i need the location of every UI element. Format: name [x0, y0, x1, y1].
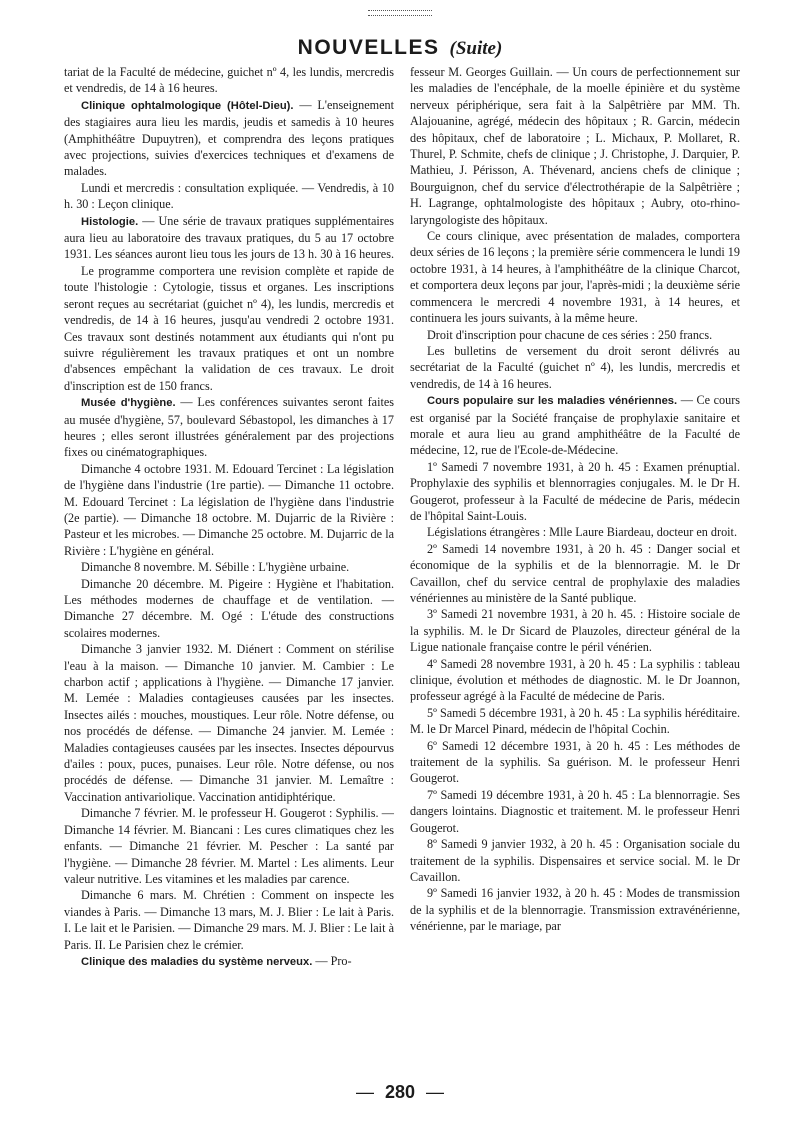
paragraph [410, 524, 740, 540]
paragraph-text: Droit d'inscription pour chacune de ces séries : 250 francs. [427, 327, 713, 342]
paragraph-text: 2º Samedi 14 novembre 1931, à 20 h. 45 : Danger social et économique de la syphilis et de la blennorragie. M. le Dr Cavaillon, chef du service central de prophylaxie des maladies vénériennes au ministère de la Santé publique. [410, 541, 740, 605]
paragraph-text: Dimanche 6 mars. M. Chrétien : Comment on inspecte les viandes à Paris. — Dimanche 13 mars, M. J. Blier : Le lait à Paris. I. Le lait et le Parisien. — Dimanche 29 mars. M. J. Blier : Le lait à Paris. II. Le Parisien chez le crémier. [64, 888, 394, 952]
paragraph-text: — L'enseignement des stagiaires aura lieu les mardis, jeudis et samedis à 10 heures (Amphithéâtre Dupuytren), et comprendra des leçons pratiques avec projections, suivies d'exercices techniques et d'examens de malades. [64, 97, 394, 179]
paragraph-text: Les bulletins de versement du droit seront délivrés au secrétariat de la Faculté (guichet nº 4), les lundis, mercredis et vendredis, de 14 à 16 heures. [410, 343, 740, 391]
section-heading: Musée d'hygiène. [81, 397, 176, 410]
paragraph-text: 6º Samedi 12 décembre 1931, à 20 h. 45 : Les méthodes de traitement de la syphilis. Sa guérison. M. le professeur Henri Gougerot. [410, 738, 740, 786]
paragraph [64, 576, 394, 642]
right-column [410, 64, 740, 935]
footer-dash-left: — [355, 1082, 374, 1102]
section-heading: Clinique ophtalmologique (Hôtel-Dieu). [81, 99, 294, 112]
paragraph [410, 327, 740, 343]
paragraph [410, 656, 740, 705]
section-heading: Histologie. [81, 215, 139, 228]
paragraph-text: 4º Samedi 28 novembre 1931, à 20 h. 45 : La syphilis : tableau clinique, évolution et méthodes de diagnostic. M. le Dr Joannon, professeur agrégé à la Faculté de médecine de Paris. [410, 656, 740, 704]
paragraph [64, 394, 394, 461]
paragraph [64, 953, 394, 970]
paragraph-text: Dimanche 8 novembre. M. Sébille : L'hygiène urbaine. [81, 560, 350, 575]
header-ornament [368, 10, 432, 16]
paragraph [410, 228, 740, 326]
paragraph [410, 836, 740, 885]
paragraph-text: Dimanche 3 janvier 1932. M. Diénert : Comment on stérilise l'eau à la maison. — Dimanche 10 janvier. M. Cambier : Le charbon actif ; applications à l'hygiène. — Dimanche 17 janvier. M. Lemée : Maladies contagieuses causées par les insectes. Insectes ailés : mouches, moustiques. Leur rôle. Notre défense, ou nos procédés de défense. — Dimanche 24 janvier. M. Lemée : Maladies contagieuses causées par les insectes. Insectes dépourvus d'ailes : poux, puces, punaises. Leur rôle. Notre défense, ou nos procédés de défense. — Dimanche 31 janvier. M. Lemaître : Vaccination antivariolique. Vaccination antidiphtérique. [64, 642, 394, 804]
paragraph [410, 64, 740, 228]
paragraph [410, 343, 740, 392]
paragraph [410, 541, 740, 607]
paragraph [64, 805, 394, 887]
page-header [0, 36, 800, 60]
paragraph-text: — Une série de travaux pratiques supplémentaires aura lieu au laboratoire des travaux pratiques, du 5 au 17 octobre 1931. Les séances auront lieu tous les jours de 13 h. 30 à 16 heures. [64, 213, 395, 262]
paragraph-text: — Pro- [312, 953, 352, 968]
paragraph-text: 9º Samedi 16 janvier 1932, à 20 h. 45 : Modes de transmission de la syphilis et de la blennorragie. Transmission extravénérienne, vénérienne, par le mariage, par [410, 886, 740, 934]
paragraph-text: Ce cours clinique, avec présentation de malades, comportera deux séries de 16 leçons ; la première série commencera le lundi 19 octobre 1931, à 14 heures, à l'amphithéâtre de la clinique Charcot, et comportera deux leçons par jour, l'après-midi ; la deuxième série commencera le mercredi 4 novembre 1931, à 14 heures, et continuera les jours suivants, à la même heure. [410, 229, 740, 326]
section-heading: Clinique des maladies du système nerveux. [81, 955, 313, 968]
page-number: 280 [384, 1082, 416, 1102]
paragraph-text: Le programme comportera une revision complète et rapide de toute l'histologie : Cytologie, tissus et organes. Les inscriptions seront reçues au secrétariat (guichet nº 4), les lundis, mercredis et vendredis, de 14 à 16 heures, jusqu'au vendredi 2 octobre 1931. Ces travaux sont destinés notamment aux étudiants qui n'ont pu suivre régulièrement les travaux pratiques et ont un nombre d'absences empêchant la validation de ces travaux. Le droit d'inscription est de 150 francs. [64, 263, 394, 393]
footer-dash-right: — [426, 1082, 445, 1102]
paragraph [64, 263, 394, 394]
header-title: NOUVELLES [297, 36, 440, 59]
paragraph [410, 459, 740, 525]
paragraph-text: — Les conférences suivantes seront faites au musée d'hygiène, 57, boulevard Sébastopol, les dimanches à 17 heures ; elles seront illustrées généralement par des projections fixes ou cinématographiques. [64, 395, 394, 460]
paragraph [64, 213, 394, 263]
paragraph-text: Dimanche 20 décembre. M. Pigeire : Hygiène et l'habitation. Les méthodes modernes de chauffage et de ventilation. — Dimanche 27 décembre. M. Ogé : L'étude des constructions scolaires modernes. [64, 576, 394, 640]
paragraph-text: tariat de la Faculté de médecine, guichet nº 4, les lundis, mercredis et vendredis, de 14 à 16 heures. [64, 65, 394, 96]
paragraph-text: 8º Samedi 9 janvier 1932, à 20 h. 45 : Organisation sociale du traitement de la syphilis. Dispensaires et service social. M. le Dr Cavaillon. [410, 837, 740, 884]
left-column [64, 64, 394, 970]
paragraph [410, 885, 740, 934]
paragraph [64, 887, 394, 953]
paragraph [64, 641, 394, 805]
paragraph-text: Législations étrangères : Mlle Laure Biardeau, docteur en droit. [427, 525, 737, 540]
paragraph-text: — Ce cours est organisé par la Société française de prophylaxie sanitaire et morale et aura lieu au grand amphithéâtre de la Faculté de médecine, 12, rue de l'Ecole-de-Médecine. [410, 393, 741, 458]
paragraph [64, 97, 394, 180]
section-heading: Cours populaire sur les maladies vénériennes. [427, 395, 678, 408]
page-footer [0, 1082, 800, 1103]
paragraph-text: Dimanche 4 octobre 1931. M. Edouard Tercinet : La législation de l'hygiène dans l'industrie (1re partie). — Dimanche 11 octobre. M. Edouard Tercinet : La législation de l'hygiène dans l'industrie (2e partie). — Dimanche 18 octobre. M. Dujarric de la Rivière : Pasteur et les microbes. — Dimanche 25 octobre. M. Dujarric de la Rivière : L'hygiène en général. [64, 461, 394, 558]
paragraph [410, 738, 740, 787]
paragraph-text: Dimanche 7 février. M. le professeur H. Gougerot : Syphilis. — Dimanche 14 février. M. Biancani : Les cures climatiques chez les enfants. — Dimanche 21 février. M. Pescher : La santé par l'hygiène. — Dimanche 28 février. M. Martel : Les aliments. Leur valeur nutritive. Les vitamines et les maladies par carence. [64, 806, 394, 886]
paragraph [64, 180, 394, 213]
header-subtitle: (Suite) [449, 38, 503, 59]
paragraph-text: 7º Samedi 19 décembre 1931, à 20 h. 45 : La blennorragie. Ses dangers lointains. Diagnostic et traitement. M. le professeur Henri Gougerot. [410, 787, 740, 835]
paragraph-text: 5º Samedi 5 décembre 1931, à 20 h. 45 : La syphilis héréditaire. M. le Dr Marcel Pinard, médecin de l'hôpital Cochin. [410, 705, 740, 737]
paragraph [64, 64, 394, 97]
paragraph [64, 461, 394, 559]
paragraph-text: 3º Samedi 21 novembre 1931, à 20 h. 45. : Histoire sociale de la syphilis. M. le Dr Sicard de Plauzoles, directeur général de la Ligue nationale française contre le péril vénérien. [410, 607, 740, 655]
paragraph [410, 606, 740, 655]
paragraph-text: Lundi et mercredis : consultation expliquée. — Vendredis, à 10 h. 30 : Leçon clinique. [64, 180, 394, 212]
paragraph [410, 392, 740, 459]
paragraph [410, 705, 740, 738]
paragraph-text: fesseur M. Georges Guillain. — Un cours de perfectionnement sur les maladies de l'encéphale, de la moelle épinière et du système nerveux périphérique, sera fait à la Salpêtrière par MM. Th. Alajouanine, agrégé, médecin des hôpitaux ; R. Garcin, médecin des hôpitaux, chef de laboratoire ; L. Michaux, P. Mollaret, R. Thurel, P. Schmite, chefs de clinique ; J. Christophe, J. Darquier, P. Mathieu, J. Périsson, A. Thévenard, anciens chefs de clinique ; Bourguignon, chef du service d'électrothérapie de la Salpêtrière ; H. Lagrange, ophtalmologiste des hôpitaux ; Aubry, oto-rhino-laryngologiste des hôpitaux. [410, 65, 740, 227]
paragraph-text: 1º Samedi 7 novembre 1931, à 20 h. 45 : Examen prénuptial. Prophylaxie des syphilis et blennorragies conjugales. M. le Dr H. Gougerot, professeur à la Faculté de médecine de Paris, médecin de l'hôpital Saint-Louis. [410, 459, 740, 523]
paragraph [64, 559, 394, 575]
paragraph [410, 787, 740, 836]
